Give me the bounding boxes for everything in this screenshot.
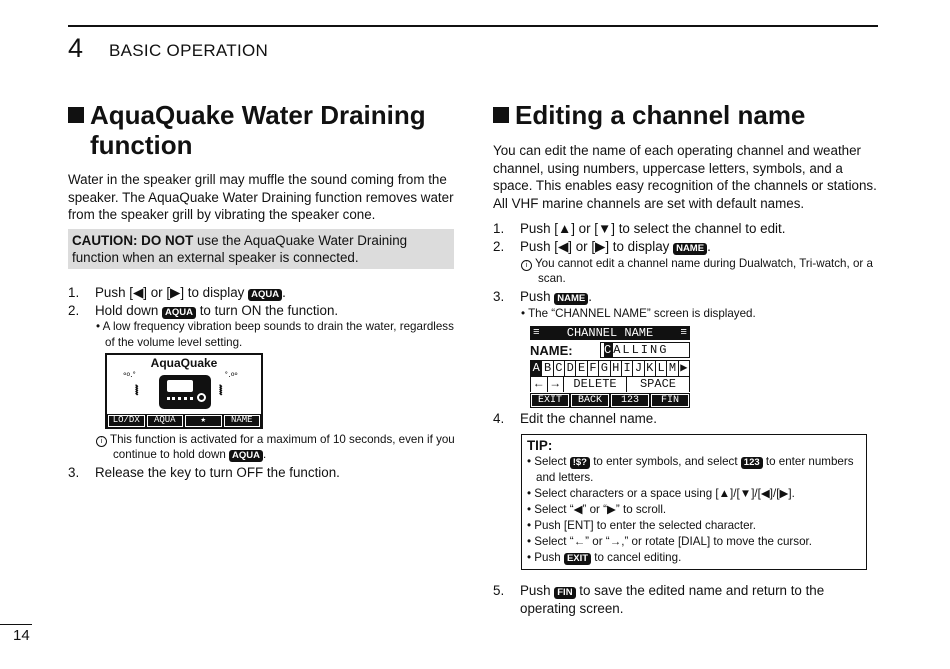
aqua-key-icon: AQUA [248,289,282,301]
ch-step-3: 3. Push NAME . [493,289,592,305]
left-column [68,100,458,481]
numbers-key-icon: 123 [741,457,763,469]
tip-item: • Push EXIT to cancel editing. [527,550,682,564]
aqua-key-icon: AQUA [162,307,196,319]
softkey-name: NAME [224,415,261,427]
softkey-back: BACK [571,394,609,407]
channel-name-lcd [530,326,690,408]
name-key-icon: NAME [554,293,588,305]
fin-key-icon: FIN [554,587,575,599]
scroll-right-icon: ▶ [680,361,688,376]
radio-icon [159,375,211,409]
softkey-exit: EXIT [531,394,569,407]
ch-step-2: 2. Push [◀] or [▶] to display NAME . [493,238,711,254]
section-title-aquaquake: AquaQuake Water Draining function [68,100,458,160]
lcd-softkey-bar [530,393,690,408]
footer-rule [0,624,32,625]
water-drops-icon: ˚·º° [225,370,238,381]
lcd-name-row: NAME: CALLING [530,340,690,360]
caution-box: CAUTION: DO NOT use the AquaQuake Water Draining function when an external speaker is connected. [68,229,454,269]
tip-item: • Select “←” or “→,” or rotate [DIAL] to move the cursor. [527,534,812,548]
lcd-edit-row: ← → DELETE SPACE [530,376,690,392]
cursor-right-icon: → [548,377,565,392]
menu-icon: ≡ [680,327,687,340]
channel-name-intro: You can edit the name of each operating channel and weather channel, using numbers, uppercase letters, symbols, and a space. This enables easy recognition of the channels or stations. All VHF marine channels are set with default names. [493,143,877,211]
tip-item: • Select !$? to enter symbols, and select 123 to enter numbers and letters. [527,454,854,484]
cursor-left-icon: ← [531,377,548,392]
aqua-step-2-detail: • A low frequency vibration beep sounds to drain the water, regardless of the volume level setting. [96,320,454,349]
square-bullet-icon [68,107,84,123]
softkey-fin: FIN [651,394,689,407]
lcd-name-field: CALLING [600,342,690,358]
info-icon: i [521,260,532,271]
aqua-note: i This function is activated for a maximum of 10 seconds, even if you continue to hold down AQUA . [68,432,458,463]
info-icon: i [96,436,107,447]
aqua-step-3: 3. Release the key to turn OFF the function. [68,464,340,480]
tip-box [521,434,867,570]
tip-title: TIP: [527,437,553,453]
vibration-waves-icon: ⦚⦚ [219,382,221,398]
lcd-title-bar: ≡ CHANNEL NAME ≡ [530,326,690,340]
page-number: 14 [13,627,30,644]
section-title-channel-name: Editing a channel name [493,100,883,130]
aqua-key-icon: AQUA [229,450,263,462]
tip-item: • Select “◀” or “▶” to scroll. [527,502,667,516]
aqua-step-1: 1. Push [◀] or [▶] to display AQUA . [68,284,286,300]
lcd-softkey-bar [107,414,261,427]
chapter-number: 4 [68,33,84,63]
symbols-key-icon: !$? [570,457,590,469]
softkey-123: 123 [611,394,649,407]
ch-step-3-detail: • The “CHANNEL NAME” screen is displayed. [521,306,756,320]
name-key-icon: NAME [673,243,707,255]
lcd-char-row: A B C D E F G H I J K L M ▶ [530,360,690,376]
aquaquake-lcd [105,353,263,429]
chapter-title: BASIC OPERATION [109,41,269,60]
aquaquake-intro: Water in the speaker grill may muffle the sound coming from the speaker. The AquaQuake Water Draining function removes water from the speaker grill by vibrating the speaker cone. [68,172,454,223]
tip-item: • Push [ENT] to enter the selected character. [527,518,756,532]
ch-step-2-note: i You cannot edit a channel name during Dualwatch, Tri-watch, or a scan. [493,256,883,287]
ch-step-5: 5. Push FIN to save the edited name and return to the operating screen. [493,582,825,616]
softkey-favorite: ★ [185,415,222,427]
lcd-title: AquaQuake [150,355,218,370]
ch-step-4: 4. Edit the channel name. [493,411,657,427]
water-drops-icon: °º·˚ [123,370,136,381]
softkey-lodx: LO/DX [108,415,145,427]
header-rule [68,25,878,27]
softkey-aqua: AQUA [147,415,184,427]
square-bullet-icon [493,107,509,123]
vibration-waves-icon: ⦚⦚ [135,382,137,398]
menu-icon: ≡ [533,327,540,340]
right-column [493,100,883,617]
exit-key-icon: EXIT [564,553,591,565]
ch-step-1: 1. Push [▲] or [▼] to select the channel to edit. [493,221,786,237]
aqua-step-2: 2. Hold down AQUA to turn ON the function. [68,302,339,318]
tip-item: • Select characters or a space using [▲]/[▼]/[◀]/[▶]. [527,486,795,500]
